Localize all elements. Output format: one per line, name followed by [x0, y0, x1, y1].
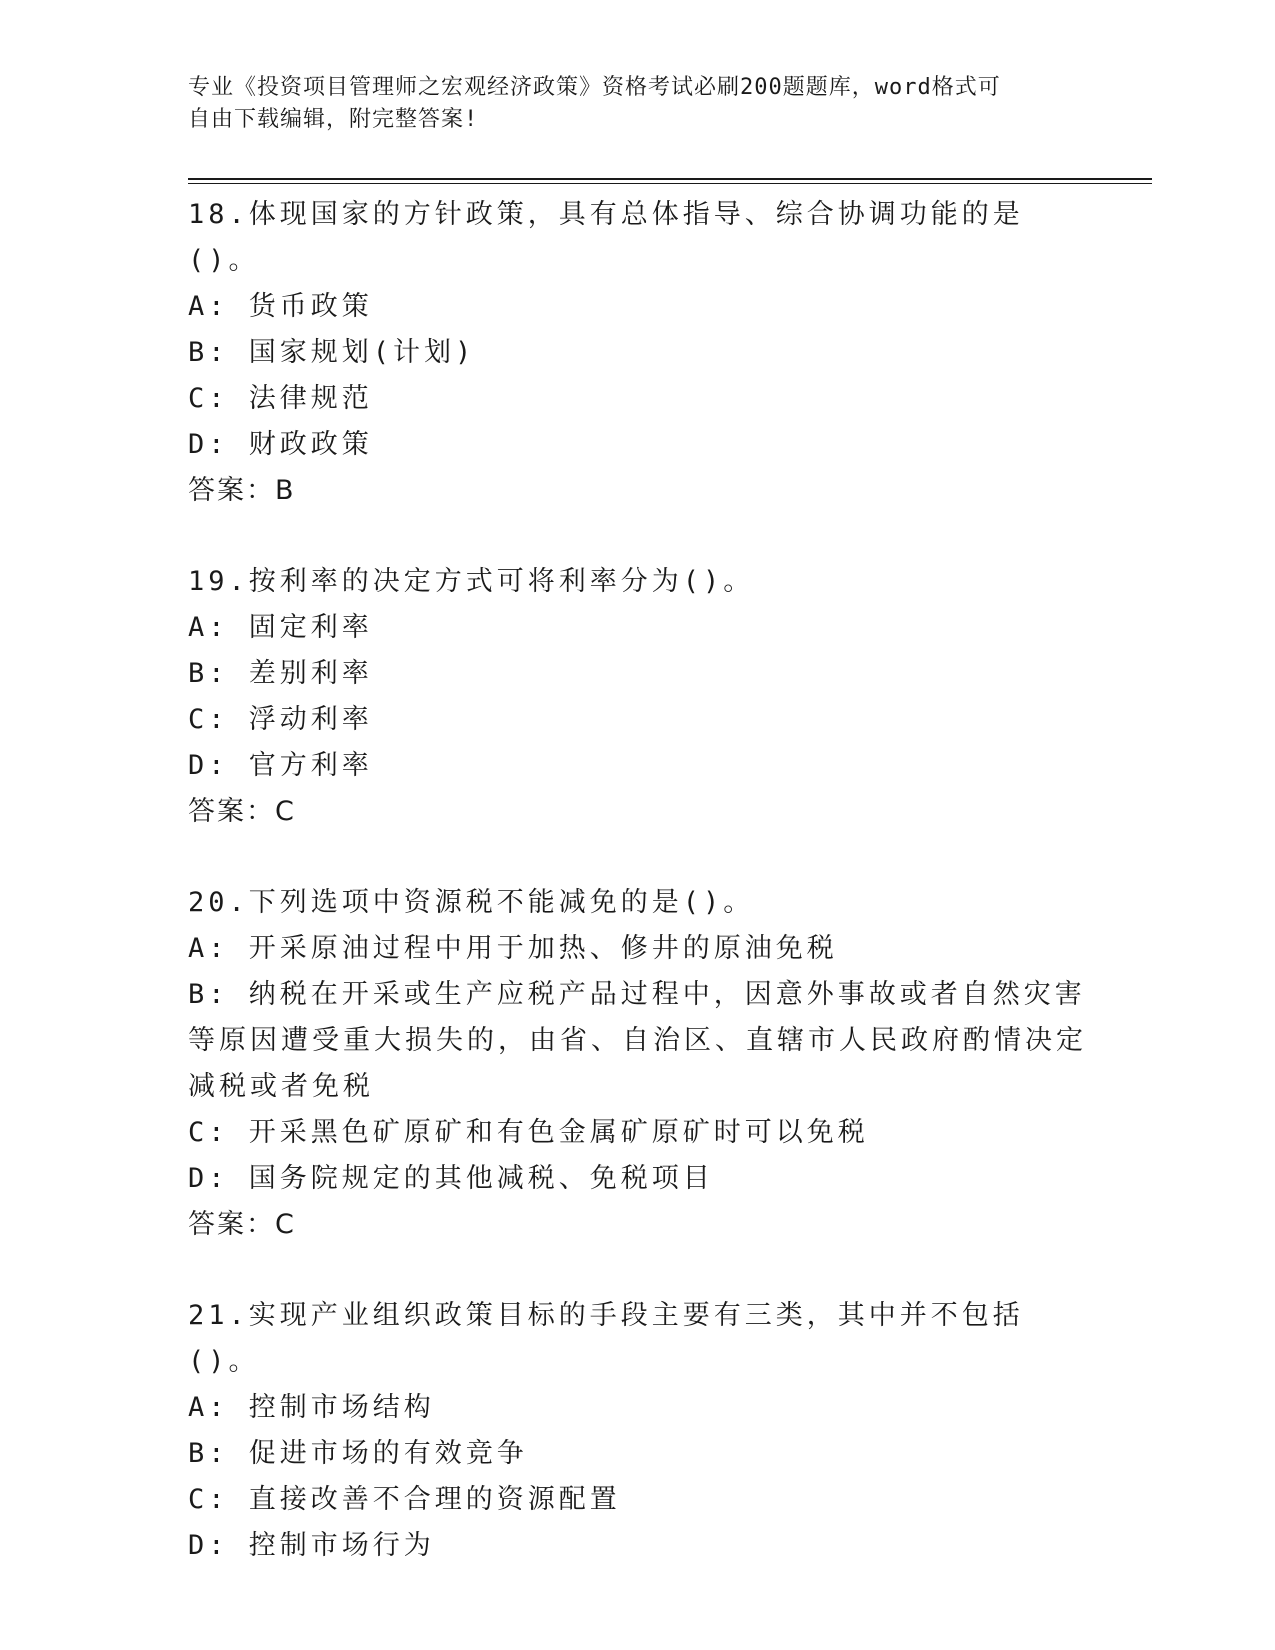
- header-line-1: 专业《投资项目管理师之宏观经济政策》资格考试必刷200题题库，word格式可: [188, 75, 1001, 100]
- option-d: D: 控制市场行为: [188, 1530, 435, 1561]
- option-c: C: 开采黑色矿原矿和有色金属矿原矿时可以免税: [188, 1117, 869, 1148]
- option-a: A: 固定利率: [188, 612, 373, 643]
- question-18: [188, 192, 1088, 514]
- option-d: D: 国务院规定的其他减税、免税项目: [188, 1163, 714, 1194]
- option-d: D: 财政政策: [188, 429, 373, 460]
- header-divider-thin: [188, 183, 1152, 184]
- question-21: [188, 1293, 1088, 1569]
- question-stem: 21.实现产业组织政策目标的手段主要有三类，其中并不包括()。: [188, 1300, 1024, 1377]
- answer-line: 答案：C: [188, 1209, 296, 1240]
- option-a: A: 开采原油过程中用于加热、修井的原油免税: [188, 933, 838, 964]
- header-line-2: 自由下载编辑，附完整答案!: [188, 107, 479, 132]
- question-19: [188, 559, 1088, 835]
- question-20: [188, 880, 1088, 1248]
- answer-line: 答案：C: [188, 796, 296, 827]
- answer-line: 答案：B: [188, 475, 296, 506]
- option-c: C: 浮动利率: [188, 704, 373, 735]
- option-a: A: 控制市场结构: [188, 1392, 435, 1423]
- option-b: B: 促进市场的有效竞争: [188, 1438, 528, 1469]
- question-stem: 18.体现国家的方针政策，具有总体指导、综合协调功能的是()。: [188, 199, 1024, 276]
- question-list: [188, 192, 1088, 1614]
- question-stem: 19.按利率的决定方式可将利率分为()。: [188, 566, 755, 597]
- option-b: B: 国家规划(计划): [188, 337, 476, 368]
- option-b: B: 差别利率: [188, 658, 373, 689]
- option-c: C: 直接改善不合理的资源配置: [188, 1484, 621, 1515]
- option-a: A: 货币政策: [188, 291, 373, 322]
- question-stem: 20.下列选项中资源税不能减免的是()。: [188, 887, 755, 918]
- header-divider-thick: [188, 178, 1152, 180]
- option-d: D: 官方利率: [188, 750, 373, 781]
- option-c: C: 法律规范: [188, 383, 373, 414]
- document-header: [188, 72, 1068, 136]
- option-b: B: 纳税在开采或生产应税产品过程中，因意外事故或者自然灾害等原因遭受重大损失的，由省、自治区、直辖市人民政府酌情决定减税或者免税: [188, 979, 1087, 1102]
